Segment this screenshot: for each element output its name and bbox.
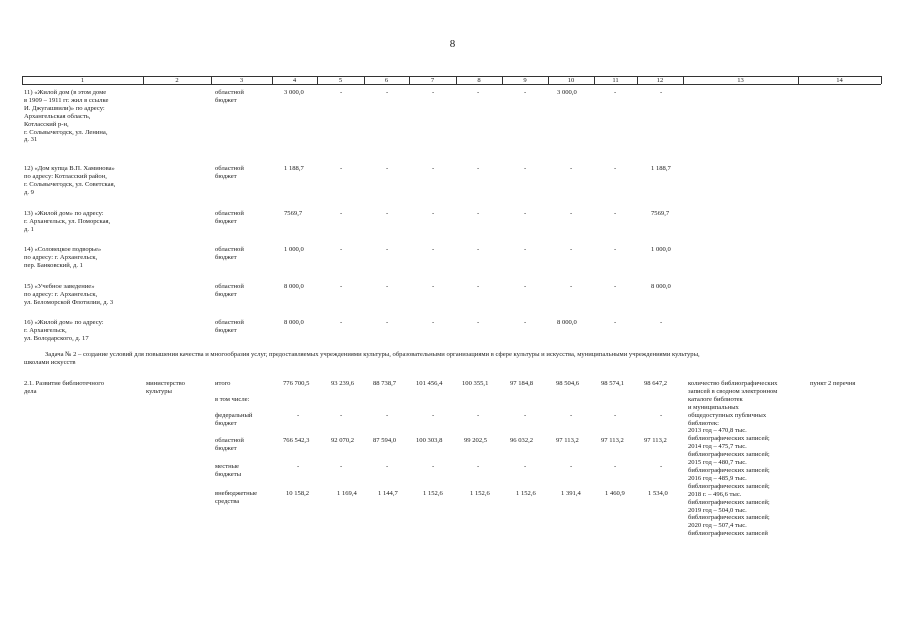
value-total: 1 188,7 [284,165,304,172]
funding-source: в том числе: [215,396,250,403]
task-2-statement: Задача № 2 – создание условий для повышения качества и многообразия услуг, предоставляемых учреждениями культуры, образовательными организациями в сфере культуры и искусства, муниципальными учреждениями культуры, школами искусств [24,351,700,366]
value-2021: 98 647,2 [644,380,668,387]
value-2020: 98 574,1 [601,380,625,387]
column-number: 14 [836,77,843,84]
value-2021: 1 534,0 [648,490,668,497]
value-2020: - [614,463,617,470]
value-2017: - [477,412,480,419]
value-2017: - [477,283,480,290]
value-2020: - [614,283,617,290]
value-2017: 99 202,5 [464,437,488,444]
funding-source: областной бюджет [215,246,244,261]
object-name: 11) «Жилой дом (в этом доме в 1909 – 1911 гг. жил в ссылке И. Джугашвили)» по адресу: Архангельская область, Котласский р-н, г. Сольвычегодск, ул. Ленина, д. 31 [24,89,109,144]
value-2016: - [432,89,435,96]
value-total: 7569,7 [284,210,303,217]
value-total: - [297,463,300,470]
object-name: 14) «Соловецкое подворье» по адресу: г. Архангельск, пер. Банковский, д. 1 [24,246,102,269]
value-2021: - [660,319,663,326]
funding-source: внебюджетные средства [215,490,258,505]
value-2017: - [477,165,480,172]
value-2014: 93 239,6 [331,380,355,387]
value-2016: - [432,283,435,290]
value-2019: - [570,165,573,172]
value-2014: - [340,283,343,290]
value-2018: 96 032,2 [510,437,534,444]
value-total: 766 542,3 [283,437,310,444]
value-2017: - [477,210,480,217]
value-2021: - [660,463,663,470]
object-name: 16) «Жилой дом» по адресу: г. Архангельск, ул. Володарского, д. 17 [24,319,104,342]
value-2017: - [477,319,480,326]
funding-source: местные бюджеты [215,463,242,478]
value-total: - [297,412,300,419]
value-2018: 97 184,8 [510,380,534,387]
value-2017: - [477,246,480,253]
value-2016: 1 152,6 [423,490,443,497]
object-name: 13) «Жилой дом» по адресу: г. Архангельск, ул. Поморская, д. 1 [24,210,111,233]
value-2018: - [524,210,527,217]
value-2021: - [660,412,663,419]
section-2-1-name: 2.1. Развитие библиотечного дела [24,380,105,395]
value-total: 1 000,0 [284,246,304,253]
column-number: 3 [239,77,244,84]
value-2015: - [386,89,389,96]
value-2014: 1 169,4 [337,490,357,497]
value-2019: - [570,463,573,470]
value-2018: - [524,165,527,172]
value-2015: - [386,319,389,326]
value-2018: - [524,283,527,290]
value-2016: - [432,165,435,172]
value-2014: - [340,165,343,172]
value-2015: - [386,463,389,470]
value-2018: - [524,246,527,253]
value-2014: - [340,319,343,326]
value-2016: - [432,412,435,419]
value-2017: 100 355,1 [462,380,489,387]
column-number: 2 [175,77,179,84]
value-2019: 1 391,4 [561,490,581,497]
value-2019: - [570,283,573,290]
column-number: 9 [523,77,527,84]
value-2014: 92 070,2 [331,437,355,444]
column-number: 5 [338,77,343,84]
funding-source: итого [215,380,231,387]
value-2018: 1 152,6 [516,490,536,497]
value-2019: 98 504,6 [556,380,580,387]
column-number: 8 [477,77,481,84]
value-2015: 1 144,7 [378,490,398,497]
value-2020: - [614,210,617,217]
value-2018: - [524,319,527,326]
value-2015: - [386,165,389,172]
funding-source: областной бюджет [215,319,244,334]
funding-source: федеральный бюджет [215,412,253,427]
value-2015: - [386,246,389,253]
value-2016: - [432,319,435,326]
funding-source: областной бюджет [215,210,244,225]
value-2019: 97 113,2 [556,437,579,444]
value-2019: - [570,246,573,253]
value-2021: - [660,89,663,96]
value-2015: 87 594,0 [373,437,397,444]
column-number: 12 [656,77,664,84]
value-total: 3 000,0 [284,89,304,96]
value-2021: 7569,7 [651,210,670,217]
value-2021: 1 188,7 [651,165,671,172]
value-2016: - [432,463,435,470]
value-2019: - [570,210,573,217]
value-2014: - [340,210,343,217]
value-total: 10 158,2 [286,490,310,497]
value-2017: - [477,89,480,96]
value-2015: 88 738,7 [373,380,397,387]
column-number: 6 [384,77,389,84]
value-2016: - [432,210,435,217]
value-2020: - [614,246,617,253]
value-2019: 3 000,0 [557,89,577,96]
value-2021: 8 000,0 [651,283,671,290]
value-2020: 97 113,2 [601,437,624,444]
value-total: 8 000,0 [284,283,304,290]
value-2015: - [386,210,389,217]
value-2021: 97 113,2 [644,437,667,444]
column-number: 4 [292,77,297,84]
value-2016: - [432,246,435,253]
section-2-1-indicator: количество библиографических записей в сводном электронном каталоге библиотек и муниципальных общедоступных публичных библиотек: 2013 год – 470,8 тыс. библиографических записей; 2014 год – 475,7 тыс. библиографических записей; 2015 год – 480,7 тыс. библиографических записей; 2016 год – 485,9 тыс. библиографических записей; 2018 г. – 496,6 тыс. библиографических записей; 2019 год – 504,0 тыс. библиографических записей; 2020 год – 507,4 тыс. библиографических записей [688,380,778,538]
section-2-1-reference: пункт 2 перечня [810,380,856,387]
value-2014: - [340,246,343,253]
column-number: 7 [430,77,435,84]
column-number: 1 [80,77,85,84]
page-number: 8 [449,38,456,50]
value-2018: - [524,463,527,470]
section-2-1-executor: министерство культуры [146,380,185,395]
funding-source: областной бюджет [215,89,244,104]
value-2014: - [340,412,343,419]
value-2020: - [614,89,617,96]
value-2014: - [340,463,343,470]
column-number: 13 [737,77,744,84]
value-2017: 1 152,6 [470,490,490,497]
value-2020: - [614,165,617,172]
value-2020: 1 460,9 [605,490,625,497]
value-2018: - [524,89,527,96]
funding-source: областной бюджет [215,283,244,298]
object-name: 12) «Дом купца В.П. Хаминова» по адресу: Котласский район, г. Сольвычегодск, ул. Советская, д. 9 [24,165,116,196]
value-2017: - [477,463,480,470]
value-2019: 8 000,0 [557,319,577,326]
value-2020: - [614,412,617,419]
value-total: 8 000,0 [284,319,304,326]
value-2019: - [570,412,573,419]
column-number: 11 [612,77,619,84]
funding-source: областной бюджет [215,165,244,180]
column-divider [881,76,882,84]
value-2021: 1 000,0 [651,246,671,253]
value-2015: - [386,412,389,419]
value-2018: - [524,412,527,419]
value-2020: - [614,319,617,326]
column-number: 10 [567,77,575,84]
value-2015: - [386,283,389,290]
object-name: 15) «Учебное заведение» по адресу: г. Архангельск, ул. Беломорской Флотилии, д. 3 [24,283,114,306]
value-2016: 101 456,4 [416,380,443,387]
value-2016: 100 303,8 [416,437,443,444]
value-2014: - [340,89,343,96]
funding-source: областной бюджет [215,437,244,452]
value-total: 776 700,5 [283,380,310,387]
